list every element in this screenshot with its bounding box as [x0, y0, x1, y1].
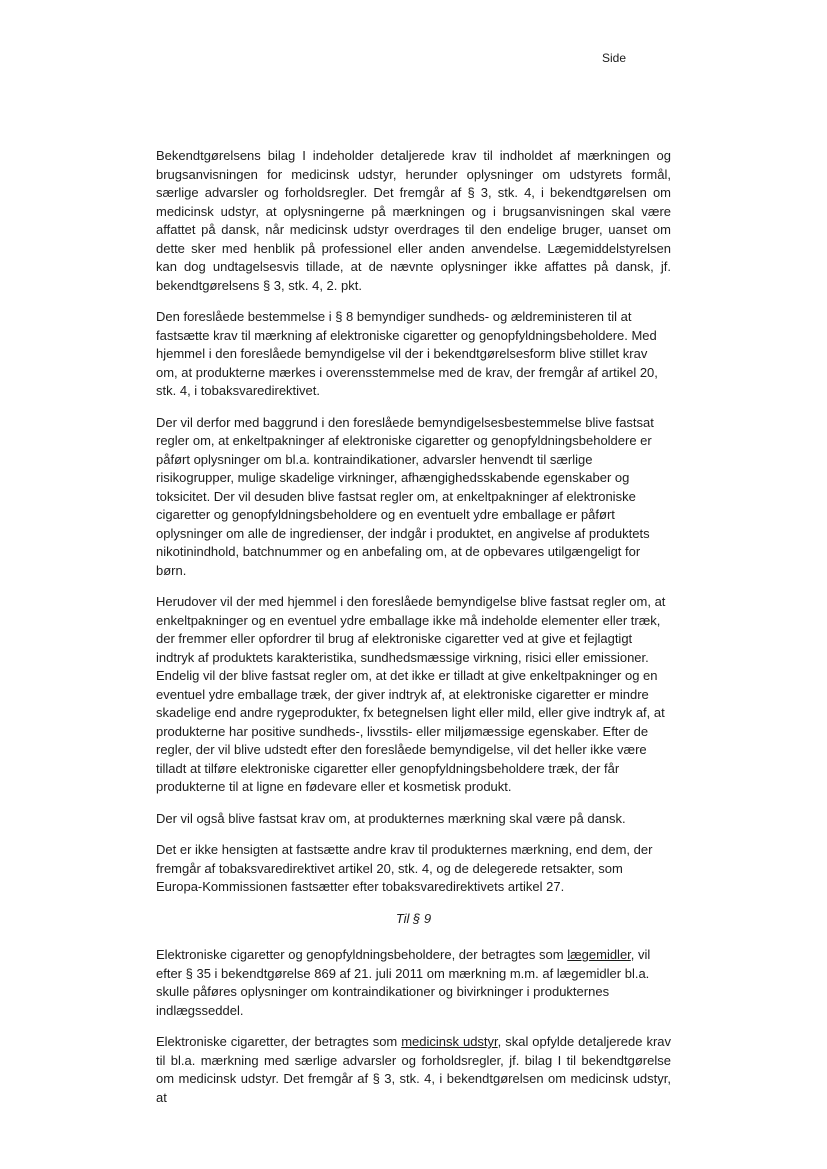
underlined-term: medicinsk udstyr — [401, 1034, 498, 1049]
paragraph-text: , skal opfylde detaljerede krav til bl.a. mærkning med særlige advarsler og forholdsregler, jf. bilag I til bekendtgørelse om medicinsk udstyr. Det fremgår af § 3, stk. 4, i bekendtgørelsen om medicinsk udstyr, at — [156, 1034, 672, 1105]
paragraph — [156, 1033, 671, 1107]
paragraph-text: , vil efter § 35 i bekendtgørelse 869 af 21. juli 2011 om mærkning m.m. af lægemidler bl.a. skulle påføres oplysninger om kontraindikationer og bivirkninger i produkternes indlægsseddel. — [156, 947, 651, 1018]
paragraph: Herudover vil der med hjemmel i den foreslåede bemyndigelse blive fastsat regler om, at enkeltpakninger og en eventuel ydre emballage ikke må indeholde elementer eller træk, der fremmer eller opfordrer til brug af elektroniske cigaretter ved at give et fejlagtigt indtryk af produktets karakteristika, sundhedsmæssige virkning, risici eller emissioner. Endelig vil der blive fastsat regler om, at det ikke er tilladt at give enkeltpakninger og en eventuel ydre emballage træk, der giver indtryk af, at elektroniske cigaretter er mindre skadelige end andre rygeprodukter, fx betegnelsen light eller mild, eller give indtryk af, at produkterne har positive sundheds-, livsstils- eller miljømæssige egenskaber. Efter de regler, der vil blive udstedt efter den foreslåede bemyndigelse, vil det heller ikke være tilladt at tilføre elektroniske cigaretter eller genopfyldningsbeholdere træk, der får produkterne til at ligne en fødevare eller et kosmetisk produkt. — [156, 594, 666, 794]
paragraph: Det er ikke hensigten at fastsætte andre krav til produkternes mærkning, end dem, der fremgår af tobaksvaredirektivet artikel 20, stk. 4, og de delegerede retsakter, som Europa-Kommissionen fastsætter efter tobaksvaredirektivets artikel 27. — [156, 842, 653, 894]
document-body — [156, 147, 671, 1120]
paragraph-text: Elektroniske cigaretter og genopfyldningsbeholdere, der betragtes som — [156, 947, 568, 962]
page-number-label: Side — [602, 51, 627, 65]
underlined-term: lægemidler — [567, 947, 631, 962]
paragraph: Der vil derfor med baggrund i den foreslåede bemyndigelsesbestemmelse blive fastsat regler om, at enkeltpakninger af elektroniske cigaretter og genopfyldningsbeholdere er påført oplysninger om bl.a. kontraindikationer, advarsler henvendt til særlige risikogrupper, mulige skadelige virkninger, afhængighedsskabende egenskaber og toksicitet. Der vil desuden blive fastsat regler om, at enkeltpakninger af elektroniske cigaretter og genopfyldningsbeholdere og en eventuelt ydre emballage er påført oplysninger om alle de ingredienser, der indgår i produktet, en angivelse af produktets nikotinindhold, batchnummer og en anbefaling om, at de opbevares utilgængeligt for børn. — [156, 414, 654, 578]
paragraph: Den foreslåede bestemmelse i § 8 bemyndiger sundheds- og ældreministeren til at fastsætte krav til mærkning af elektroniske cigaretter og genopfyldningsbeholdere. Med hjemmel i den foreslåede bemyndigelse vil der i bekendtgørelsesform blive stillet krav om, at produkterne mærkes i overensstemmelse med de krav, der fremgår af artikel 20, stk. 4, i tobaksvaredirektivet. — [156, 309, 658, 398]
paragraph: Bekendtgørelsens bilag I indeholder detaljerede krav til indholdet af mærkningen og brugsanvisningen for medicinsk udstyr, herunder oplysninger om udstyrets formål, særlige advarsler og forholdsregler. Det fremgår af § 3, stk. 4, i bekendtgørelsen om medicinsk udstyr, at oplysningerne på mærkningen og i brugsanvisningen skal være affattet på dansk, når medicinsk udstyr overdrages til den endelige bruger, uanset om dette sker med henblik på professionel eller anden anvendelse. Lægemiddelstyrelsen kan dog undtagelsesvis tillade, at de nævnte oplysninger ikke affattes på dansk, jf. bekendtgørelsens § 3, stk. 4, 2. pkt. — [156, 148, 671, 293]
paragraph — [156, 946, 671, 1020]
section-heading: Til § 9 — [395, 910, 432, 926]
paragraph-text: Elektroniske cigaretter, der betragtes som — [156, 1034, 402, 1049]
paragraph: Der vil også blive fastsat krav om, at produkternes mærkning skal være på dansk. — [156, 810, 626, 826]
